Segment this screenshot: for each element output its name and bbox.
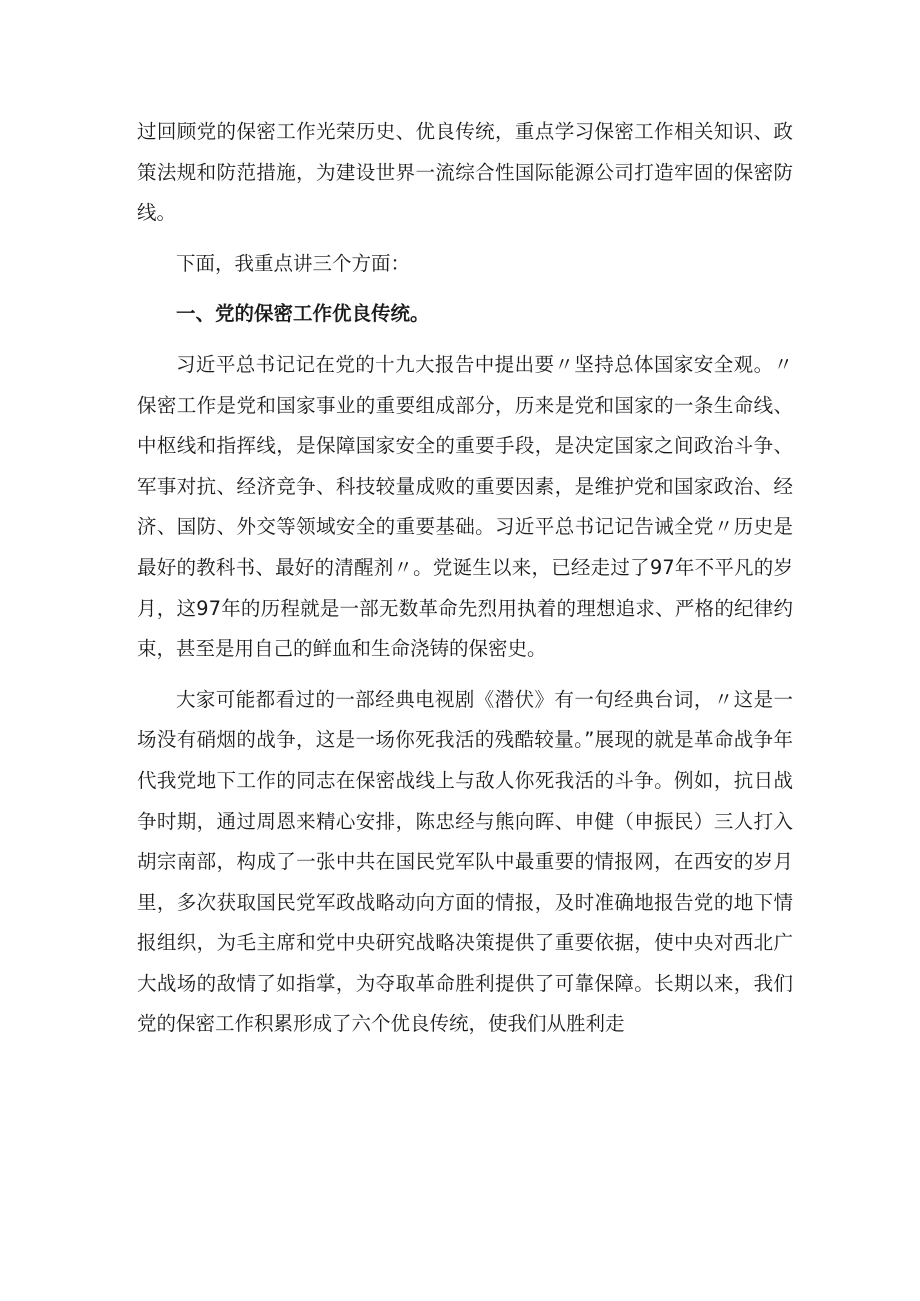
- paragraph-body-2: 大家可能都看过的一部经典电视剧《潜伏》有一句经典台词，〃这是一场没有硝烟的战争，这是一场你死我活的残酷较量。”展现的就是革命战争年代我党地下工作的同志在保密战线上与敌人你死我活的斗争。例如，抗日战争时期，通过周恩来精心安排，陈忠经与熊向晖、申健（申振民）三人打入胡宗南部，构成了一张中共在国民党军队中最重要的情报网，在西安的岁月里，多次获取国民党军政战略动向方面的情报，及时准确地报告党的地下情报组织，为毛主席和党中央研究战略决策提供了重要依据，使中央对西北广大战场的敌情了如指掌，为夺取革命胜利提供了可靠保障。长期以来，我们党的保密工作积累形成了六个优良传统，使我们从胜利走: [137, 687, 793, 1036]
- paragraph-continuation: 过回顾党的保密工作光荣历史、优良传统，重点学习保密工作相关知识、政策法规和防范措施，为建设世界一流综合性国际能源公司打造牢固的保密防线。: [137, 120, 793, 225]
- paragraph-body-1: 习近平总书记记在党的十九大报告中提出要〃坚持总体国家安全观。〃保密工作是党和国家事业的重要组成部分，历来是党和国家的一条生命线、中枢线和指挥线，是保障国家安全的重要手段，是决定国家之间政治斗争、军事对抗、经济竞争、科技较量成败的重要因素，是维护党和国家政治、经济、国防、外交等领域安全的重要基础。习近平总书记记告诫全党〃历史是最好的教科书、最好的清醒剂〃。党诞生以来，已经走过了97年不平凡的岁月，这97年的历程就是一部无数革命先烈用执着的理想追求、严格的纪律约束，甚至是用自己的鲜血和生命浇铸的保密史。: [137, 352, 793, 661]
- paragraph-intro: 下面，我重点讲三个方面：: [176, 251, 411, 275]
- section-heading: 一、党的保密工作优良传统。: [176, 302, 430, 326]
- document-body: [137, 112, 793, 1055]
